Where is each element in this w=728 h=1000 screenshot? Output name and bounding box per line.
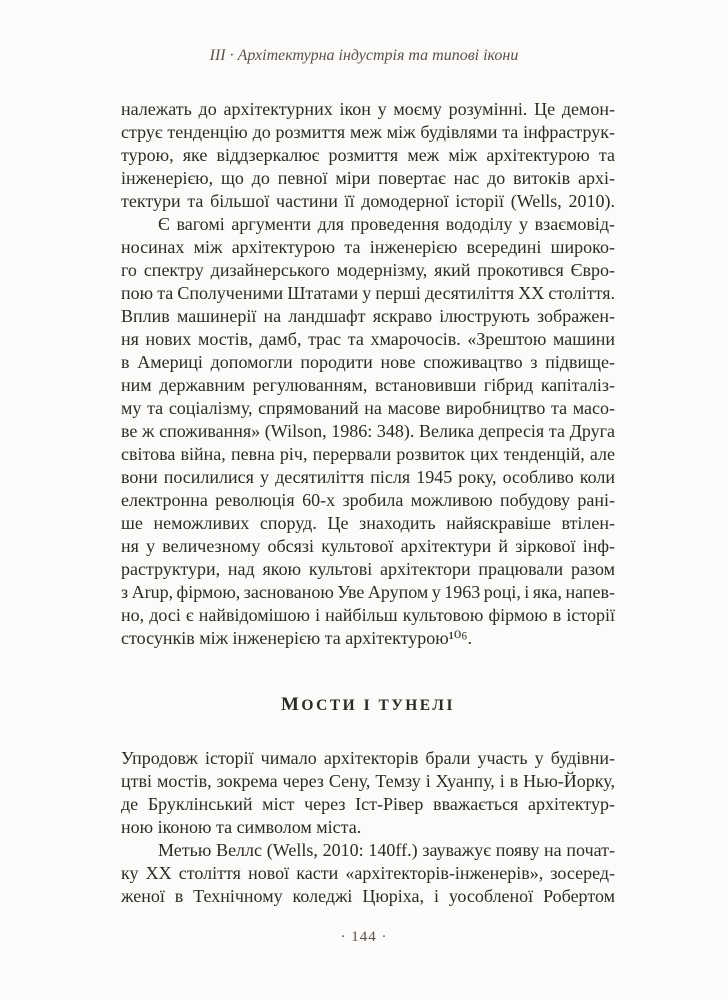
text-line: Упродовж історії чимало архітекторів брали участь у будівни- bbox=[121, 748, 615, 768]
text-line: електронна революція 60-х зробила можливою побудову рані- bbox=[121, 490, 615, 510]
text-line: му та соціалізму, спрямований на масове виробництво та масо- bbox=[121, 398, 615, 418]
text-line: де Бруклінський міст через Іст-Рівер вважається архітектур- bbox=[121, 794, 615, 814]
text-line: раструктури, над якою культові архітектори працювали разом bbox=[121, 559, 615, 579]
text-line: в Америці допомогли породити нове споживацтво з підвище- bbox=[121, 352, 615, 372]
text-line: належать до архітектурних ікон у моєму розумінні. Це демон- bbox=[121, 99, 615, 119]
paragraph-1 bbox=[121, 98, 615, 213]
page-number: · 144 · bbox=[340, 929, 388, 945]
paragraph-3 bbox=[121, 747, 615, 839]
paragraph-2 bbox=[121, 213, 615, 650]
text-line: ною іконою та символом міста. bbox=[121, 817, 362, 837]
paragraph-4 bbox=[121, 839, 615, 908]
text-line: стосунків між інженерією та архітектурою¹⁰⁶. bbox=[121, 628, 473, 648]
text-line: струє тенденцію до розмиття меж між будівлями та інфраструк- bbox=[121, 122, 615, 142]
text-line: ня нових мостів, дамб, трас та хмарочосів. «Зрештою машини bbox=[121, 329, 615, 349]
text-line: з Arup, фірмою, заснованою Уве Арупом у 1963 році, і яка, напев- bbox=[121, 582, 615, 602]
text-line: женої в Технічному коледжі Цюріха, і уособленої Робертом bbox=[121, 886, 615, 906]
section-heading: МОСТИ І ТУНЕЛІ bbox=[280, 694, 456, 715]
running-header: III · Архітектурна індустрія та типові ікони bbox=[209, 47, 519, 64]
text-line: ку XX століття нової касти «архітекторів-інженерів», зосеред- bbox=[121, 863, 615, 883]
text-line: турою, яке віддзеркалює розмиття меж між архітектурою та bbox=[121, 145, 615, 165]
text-line: ним державним регулюванням, встановивши гібрид капіталіз- bbox=[121, 375, 615, 395]
text-line: Є вагомі аргументи для проведення вододілу у взаємовід- bbox=[158, 214, 615, 234]
text-line: цтві мостів, зокрема через Сену, Темзу і Хуанпу, і в Нью-Йорку, bbox=[121, 771, 615, 791]
text-line: го спектру дизайнерського модернізму, який прокотився Євро- bbox=[121, 260, 615, 280]
text-line: пою та Сполученими Штатами у перші десятиліття XX століття. bbox=[121, 283, 615, 303]
text-line: но, досі є найвідомішою і найбільш культовою фірмою в історії bbox=[121, 605, 615, 625]
text-line: ше неможливих споруд. Це знаходить найяскравіше втілен- bbox=[121, 513, 615, 533]
text-line: вони посилилися у десятиліття після 1945 року, особливо коли bbox=[121, 467, 615, 487]
text-line: Вплив машинерії на ландшафт яскраво ілюструють зображен- bbox=[121, 306, 615, 326]
text-line: ве ж споживання» (Wilson, 1986: 348). Велика депресія та Друга bbox=[121, 421, 615, 441]
text-line: носинах між архітектурою та інженерією всередині широко- bbox=[121, 237, 615, 257]
text-line: тектури та більшої частини її домодерної історії (Wells, 2010). bbox=[121, 191, 615, 211]
text-line: інженерією, що до певної міри повертає нас до витоків архі- bbox=[121, 168, 615, 188]
body-text bbox=[121, 98, 615, 908]
text-line: ня у величезному обсязі культової архітектури й зіркової інф- bbox=[121, 536, 615, 556]
text-line: світова війна, певна річ, перервали розвиток цих тенденцій, але bbox=[121, 444, 615, 464]
text-line: Метью Веллс (Wells, 2010: 140ff.) зауважує появу на почат- bbox=[158, 840, 615, 860]
